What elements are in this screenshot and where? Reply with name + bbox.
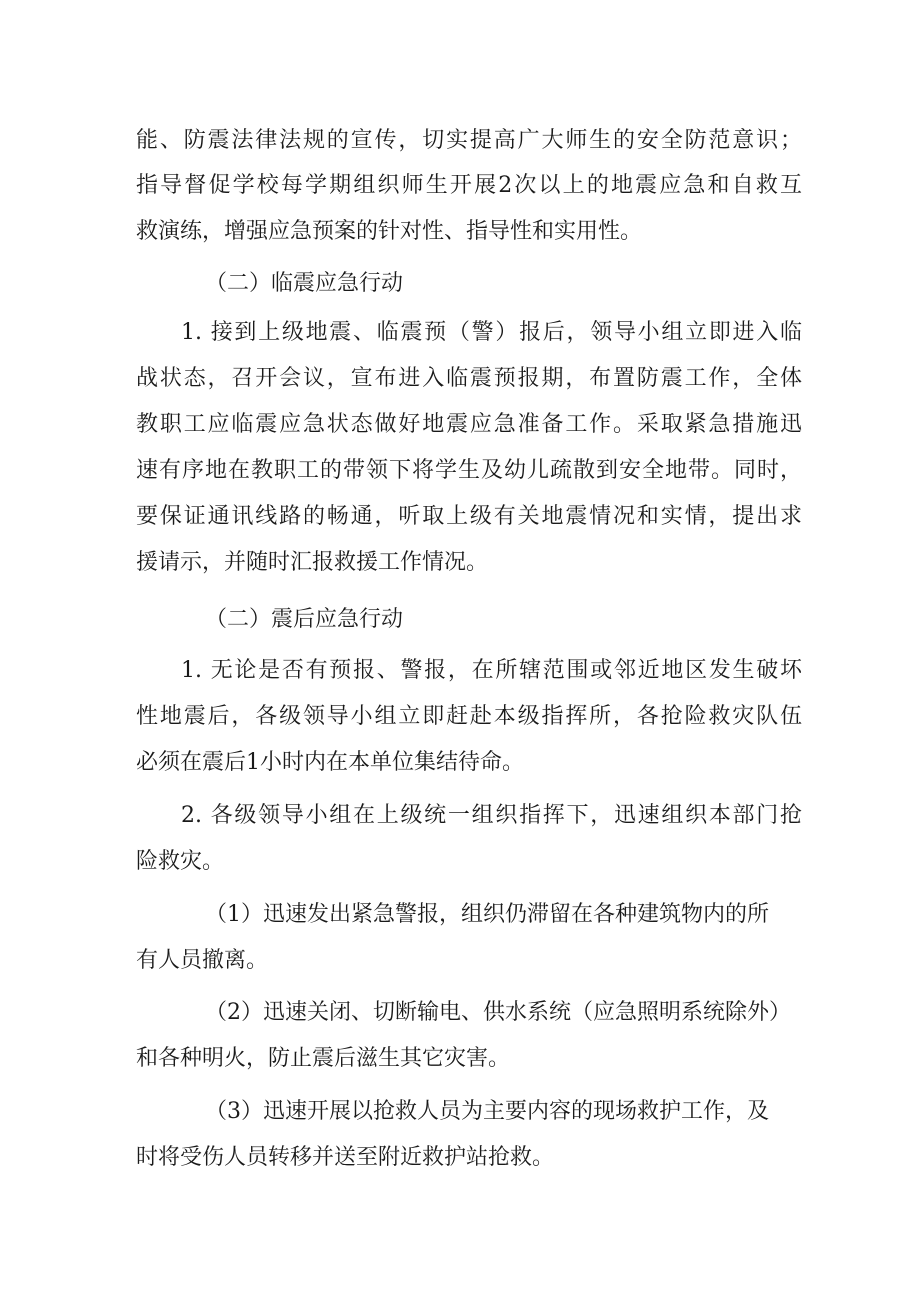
text-line: （1）迅速发出紧急警报，组织仍滞留在各种建筑物内的所 <box>205 902 769 927</box>
text-line: 1. 无论是否有预报、警报，在所辖范围或邻近地区发生破坏 <box>181 658 802 683</box>
text-line: 险救灾。 <box>136 849 225 874</box>
text-line: 必须在震后1小时内在本单位集结待命。 <box>136 750 524 775</box>
text-line: 援请示，并随时汇报救援工作情况。 <box>136 550 489 575</box>
text-line: 救演练，增强应急预案的针对性、指导性和实用性。 <box>136 219 643 244</box>
section-heading: （二）临震应急行动 <box>205 271 404 296</box>
text-line: 速有序地在教职工的带领下将学生及幼儿疏散到安全地带。同时， <box>136 458 802 483</box>
text-line: 要保证通讯线路的畅通，听取上级有关地震情况和实情，提出求 <box>136 504 802 529</box>
text-line: （2）迅速关闭、切断输电、供水系统（应急照明系统除外） <box>205 1000 791 1025</box>
text-line: 性地震后，各级领导小组立即赶赴本级指挥所，各抢险救灾队伍 <box>136 704 802 729</box>
text-line: （3）迅速开展以抢救人员为主要内容的现场救护工作，及 <box>205 1099 769 1124</box>
text-line: 1. 接到上级地震、临震预（警）报后，领导小组立即进入临 <box>181 320 802 345</box>
text-line: 时将受伤人员转移并送至附近救护站抢救。 <box>136 1145 555 1170</box>
text-line: 能、防震法律法规的宣传，切实提高广大师生的安全防范意识； <box>136 128 802 153</box>
text-line: 2. 各级领导小组在上级统一组织指挥下，迅速组织本部门抢 <box>181 803 802 828</box>
text-line: 教职工应临震应急状态做好地震应急准备工作。采取紧急措施迅 <box>136 412 802 437</box>
text-line: 和各种明火，防止震后滋生其它灾害。 <box>136 1046 511 1071</box>
text-line: 有人员撤离。 <box>136 948 269 973</box>
section-heading: （二）震后应急行动 <box>205 607 404 632</box>
text-line: 战状态，召开会议，宣布进入临震预报期，布置防震工作，全体 <box>136 366 802 391</box>
text-line: 指导督促学校每学期组织师生开展2次以上的地震应急和自救互 <box>136 173 802 198</box>
